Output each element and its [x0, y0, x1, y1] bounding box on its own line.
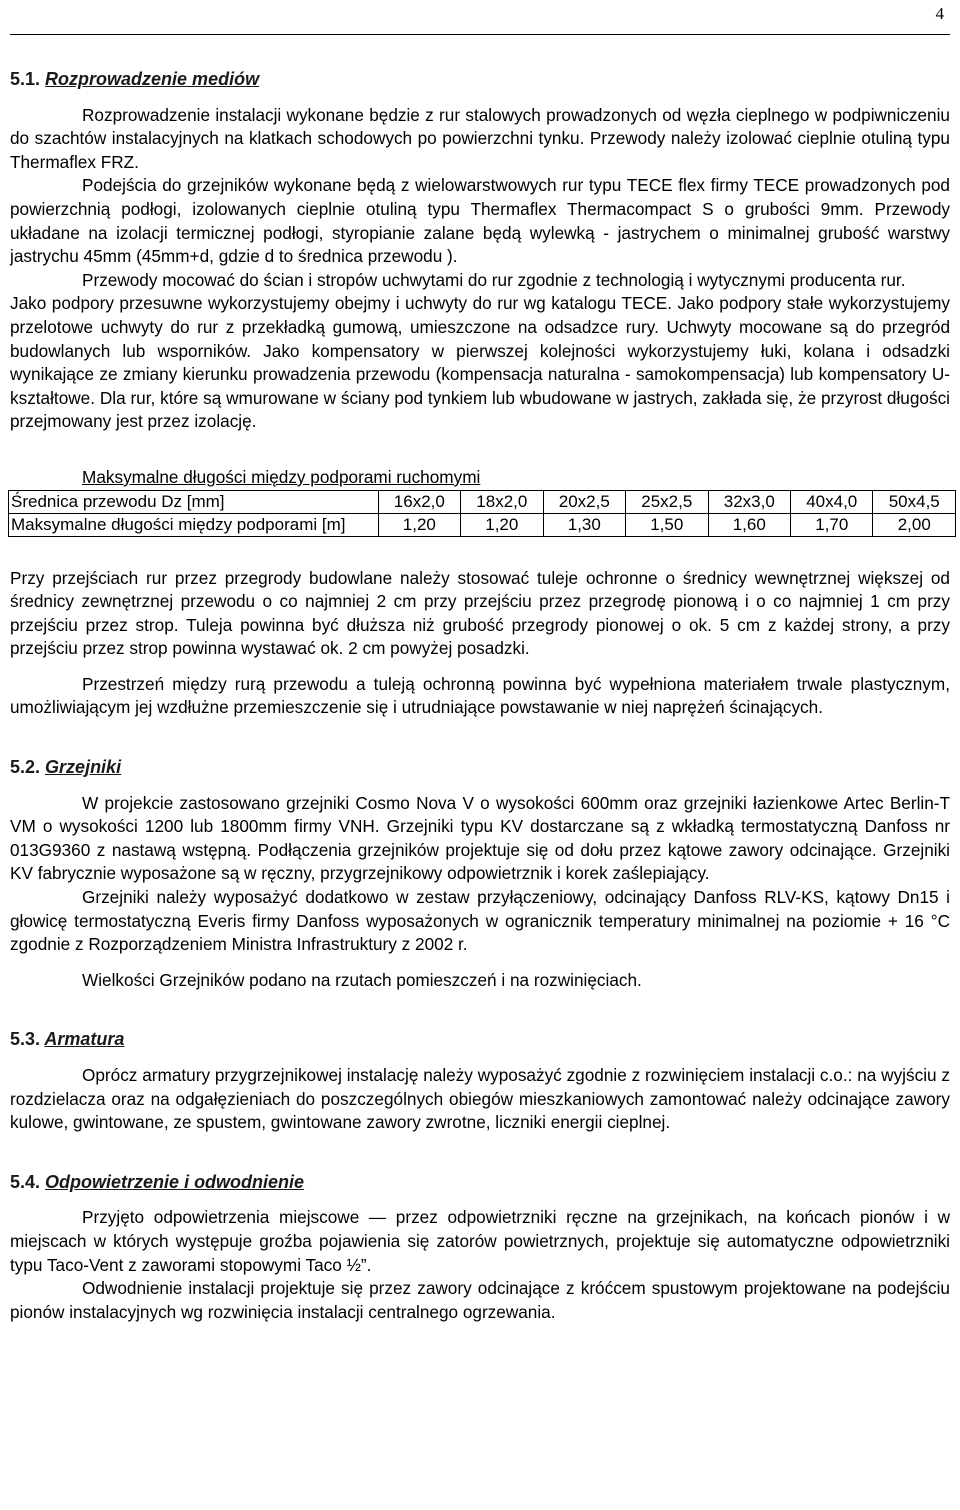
table-cell: 1,70	[791, 513, 873, 536]
table-cell: 1,60	[708, 513, 790, 536]
paragraph: Rozprowadzenie instalacji wykonane będzie z rur stalowych prowadzonych od węzła cieplnego w podpiwniczeniu do szachtów instalacyjnych na klatkach schodowych po powierzchni tynku. Przewody należy izolować cieplnie otuliną typu Thermaflex FRZ.	[10, 104, 950, 172]
section-number: 5.3.	[10, 1029, 41, 1050]
section-title: Odpowietrzenie i odwodnienie	[45, 1171, 305, 1192]
table-cell: 18x2,0	[461, 490, 543, 513]
table-cell: 1,20	[378, 513, 460, 536]
section-heading-5-4	[10, 1171, 950, 1195]
table-row	[9, 513, 956, 536]
table-row	[9, 490, 956, 513]
page-number: 4	[935, 4, 944, 23]
paragraph: Przy przejściach rur przez przegrody budowlane należy stosować tuleje ochronne o średnicy wewnętrznej większej od średnicy zewnętrznej przewodu o co najmniej 2 cm przy przejściu przez przegrodę pionową i o co najmniej 1 cm przy przejściu przez strop. Tuleja powinna być dłuższa niż grubość przegrody pionowej o ok. 5 cm z każdej strony, a przy przejściu przez strop powinna wystawać ok. 2 cm powyżej posadzki.	[10, 567, 950, 659]
section-number: 5.1.	[10, 69, 41, 89]
table-cell: 1,50	[626, 513, 708, 536]
paragraph: Grzejniki należy wyposażyć dodatkowo w zestaw przyłączeniowy, odcinający Danfoss RLV-KS, kątowy Dn15 i głowicę termostatyczną Everis firmy Danfoss wyposażonych w ogranicznik temperatury minimalnej na poziomie + 16 °C zgodnie z Rozporządzeniem Ministra Infrastruktury z 2002 r.	[10, 887, 950, 955]
paragraph: Wielkości Grzejników podano na rzutach pomieszczeń i na rozwinięciach.	[82, 969, 642, 990]
table-cell: 25x2,5	[626, 490, 708, 513]
section-title: Rozprowadzenie mediów	[45, 69, 260, 89]
paragraph: Przestrzeń między rurą przewodu a tuleją ochronną powinna być wypełniona materiałem trwale plastycznym, umożliwiającym jej wzdłużne przemieszczenie się i utrudniające powstawanie w niej naprężeń ścinających.	[10, 673, 950, 718]
section-title: Armatura	[44, 1029, 125, 1050]
section-number: 5.2.	[10, 757, 41, 778]
section-title: Grzejniki	[45, 757, 122, 778]
document-body	[10, 68, 950, 1324]
table-cell: 2,00	[873, 513, 956, 536]
supports-table	[8, 490, 956, 537]
table-cell: 1,20	[461, 513, 543, 536]
section-heading-5-3	[10, 1028, 950, 1052]
paragraph: Oprócz armatury przygrzejnikowej instalację należy wyposażyć zgodnie z rozwinięciem instalacji c.o.: na wyjściu z rozdzielacza oraz na odgałęzieniach do poszczególnych obiegów mieszkaniowych zamontować należy odcinające zawory kulowe, gwintowane, ze spustem, gwintowane zawory zwrotne, liczniki energii cieplnej.	[10, 1065, 950, 1133]
paragraph: Podejścia do grzejników wykonane będą z wielowarstwowych rur typu TECE flex firmy TECE prowadzonych pod powierzchnią podłogi, izolowanych cieplnie otuliną typu Thermaflex Thermacompact S o grubości 9mm. Przewody układane na izolacji termicznej podłogi, styropianie zalane będą wylewką - jastrychem o minimalnej grubość warstwy jastrychu 45mm (45mm+d, gdzie d to średnica przewodu ).	[10, 175, 950, 267]
paragraph: Przyjęto odpowietrzenia miejscowe — przez odpowietrzniki ręczne na grzejnikach, na końcach pionów i w miejscach w których występuje groźba pojawienia się zatorów powietrznych, projektuje się automatyczne odpowietrzniki typu Taco-Vent z zaworami stopowymi Taco ½”.	[10, 1207, 950, 1275]
table-cell: 20x2,5	[543, 490, 625, 513]
paragraph: W projekcie zastosowano grzejniki Cosmo Nova V o wysokości 600mm oraz grzejniki łazienkowe Artec Berlin-T VM o wysokości 1200 lub 1800mm firmy VNH. Grzejniki typu KV dostarczane są z wkładką termostatyczną Danfoss nr 013G9360 z nastawą wstępną. Podłączenia grzejników projektuje się od dołu przez kątowe zawory odcinające. Grzejniki KV fabrycznie wyposażone są w ręczny, przygrzejnikowy odpowietrznik i korek zaślepiający.	[10, 792, 950, 884]
paragraph: Przewody mocować do ścian i stropów uchwytami do rur zgodnie z technologią i wytycznymi producenta rur.	[82, 269, 906, 290]
header-rule	[10, 34, 950, 35]
section-number: 5.4.	[10, 1171, 41, 1192]
table-caption: Maksymalne długości między podporami ruchomymi	[82, 466, 481, 487]
section-heading-5-2	[10, 756, 950, 780]
table-cell: 40x4,0	[791, 490, 873, 513]
table-cell: 50x4,5	[873, 490, 956, 513]
table-cell: 16x2,0	[378, 490, 460, 513]
paragraph: Jako podpory przesuwne wykorzystujemy obejmy i uchwyty do rur wg katalogu TECE. Jako podpory stałe wykorzystujemy przelotowe uchwyty do rur z przekładką gumową, umieszczone na odsadzce rury. Uchwyty mocowane są do przegród budowlanych lub wsporników. Jako kompensatory w pierwszej kolejności wykorzystujemy łuki, kolana i odsadzki wynikające ze zmiany kierunku prowadzenia przewodu (kompensacja naturalna - samokompensacja) lub kompensatory U-kształtowe. Dla rur, które są wmurowane w ściany pod tynkiem lub wbudowane w jastrych, zakłada się, że przyrost długości przejmowany jest przez izolację.	[10, 293, 950, 432]
table-cell-label: Średnica przewodu Dz [mm]	[9, 490, 379, 513]
table-cell: 1,30	[543, 513, 625, 536]
section-heading-5-1	[10, 68, 950, 92]
table-cell: 32x3,0	[708, 490, 790, 513]
table-cell-label: Maksymalne długości między podporami [m]	[9, 513, 379, 536]
paragraph: Odwodnienie instalacji projektuje się przez zawory odcinające z króćcem spustowym projektowane na podejściu pionów instalacyjnych wg rozwinięcia instalacji centralnego ogrzewania.	[10, 1278, 950, 1322]
